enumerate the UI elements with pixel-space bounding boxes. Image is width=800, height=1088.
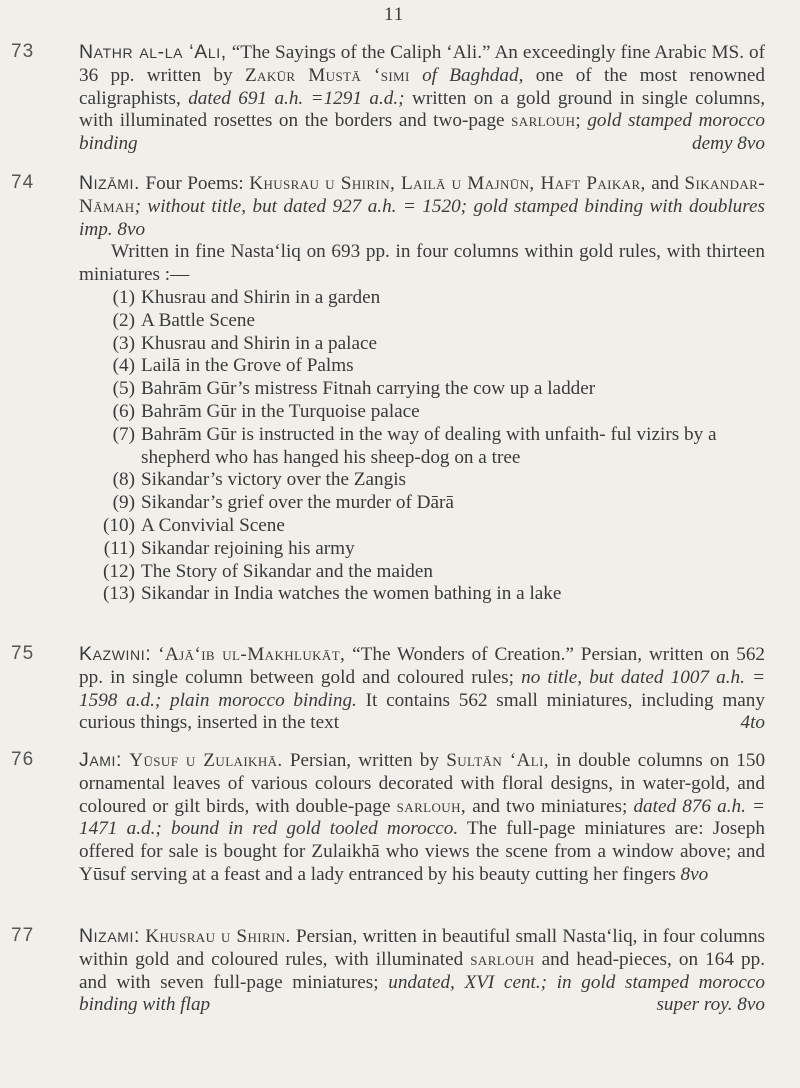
entry-binding: ; without title, but dated 927 a.h. = 1520; gold stamped binding with doublures [134, 195, 765, 217]
entry-desc: one of the most renowned caligraphists, [79, 64, 766, 109]
entry-desc: Persian, written by [289, 750, 439, 771]
entry-desc: Written in fine Nasta‘liq on 693 pp. in four columns within gold rules, with thirteen miniatures :— [79, 241, 765, 286]
scribe-name: Zakūr Mustā ‘simi [244, 64, 410, 86]
entry-number: 73 [11, 41, 35, 62]
entry-number: 76 [11, 749, 35, 770]
entry-title: ‘Ajā‘ib ul-Makhlukāt, [158, 644, 346, 665]
entry-date: dated 691 a.h. =1291 a.d.; [188, 87, 405, 109]
entry-date: no title, but dated 1007 a.h. = 1598 a.d.; plain morocco binding. [79, 666, 766, 711]
list-item: (5) Bahrām Gūr’s mistress Fitnah carrying the cow up a ladder [112, 378, 596, 400]
entry-desc: Persian, written on 562 pp. in single column between gold and coloured rules; [79, 644, 766, 688]
entry-number: 74 [11, 172, 35, 193]
entry-text [79, 172, 765, 606]
entry-heading: Nizami: [79, 925, 141, 947]
entry-number: 77 [11, 925, 35, 946]
page-number: 11 [384, 4, 405, 25]
sarlouh-term: sarlouh, [396, 795, 467, 817]
entry-heading: Kazwini: [79, 643, 152, 665]
list-item: (7) Bahrām Gūr is instructed in the way of dealing with unfaith- ful vizirs by a shepherd who has hanged his sheep-dog on a tree [112, 423, 717, 468]
entry-desc: and [651, 173, 679, 194]
list-item: (8) Sikandar’s victory over the Zangis [112, 469, 407, 491]
poem-title: Sikandar-Nāmah [79, 173, 766, 217]
list-item: (3) Khusrau and Shirin in a palace [112, 332, 378, 354]
entry-date: undated, XVI cent.; in gold stamped morocco binding with flap [79, 971, 765, 1016]
entry-desc: The full-page miniatures are: Joseph offered for sale is bought for Zulaikhā who views the scene from a window above; and Yūsuf serving at a feast and a lady entranced by his beauty cutting her fingers [79, 818, 765, 885]
entry-desc: of Baghdad, [422, 64, 524, 86]
list-item: (4) Lailā in the Grove of Palms [112, 355, 354, 377]
entry-format: 8vo [680, 863, 709, 885]
list-item: (11) Sikandar rejoining his army [103, 537, 355, 559]
entry-format: imp. 8vo [79, 218, 146, 240]
entry-text [79, 643, 765, 735]
list-item: (13) Sikandar in India watches the women bathing in a lake [103, 583, 562, 605]
sarlouh-term: sarlouh [511, 110, 576, 132]
entry-format: super roy. 8vo [656, 994, 765, 1016]
list-item: (9) Sikandar’s grief over the murder of Dārā [112, 492, 454, 514]
entry-heading: Nizāmi. [79, 172, 141, 194]
entry-format: demy 8vo [692, 133, 765, 155]
scribe-name: Sultān ‘Ali, [446, 750, 550, 771]
entry-title-translation: “The Wonders of Creation.” [352, 644, 574, 665]
poem-titles: Khusrau u Shirin, Lailā u Majnūn, Haft Paikar, [249, 173, 646, 194]
entry-heading: Jami: [79, 749, 123, 771]
entry-desc: in double columns on 150 ornamental leaves of various colours decorated with floral designs, in water-gold, and coloured or gilt birds, with double-page [79, 750, 766, 817]
entry-desc: An exceedingly fine Arabic MS. of 36 pp. written by [79, 42, 765, 86]
entry-number: 75 [11, 643, 35, 664]
entry-heading: Nathr al-la ‘Ali, [79, 41, 227, 63]
entry-title: Khusrau u Shirin. [145, 926, 291, 947]
miniatures-list [79, 287, 765, 606]
sarlouh-term: sarlouh [470, 948, 535, 970]
entry-desc: written on a gold ground in single columns, with illuminated rosettes on the borders and two-page [79, 87, 766, 132]
entry-date: dated 876 a.h. = 1471 a.d.; bound in red gold tooled morocco. [79, 795, 765, 840]
list-item: (2) A Battle Scene [112, 309, 256, 331]
list-item: (12) The Story of Sikandar and the maiden [103, 560, 434, 582]
entry-title: “The Sayings of the Caliph ‘Ali.” [231, 42, 491, 63]
list-item: (6) Bahrām Gūr in the Turquoise palace [112, 400, 420, 422]
entry-binding: gold stamped morocco binding [79, 110, 765, 155]
entry-text [79, 925, 765, 1017]
entry-desc: Four Poems: [145, 173, 244, 194]
entry-text [79, 749, 765, 887]
entry-desc: Persian, written in beautiful small Nasta‘liq, in four columns within gold and coloured rules, with illuminated [79, 926, 766, 970]
entry-desc: and two miniatures; [472, 795, 628, 817]
list-item: (1) Khusrau and Shirin in a garden [112, 286, 381, 308]
list-item: (10) A Convivial Scene [103, 514, 285, 536]
entry-desc: It contains 562 small miniatures, including many curious things, inserted in the text [79, 689, 765, 734]
entry-desc: and head-pieces, on 164 pp. and with seven full-page miniatures; [79, 948, 766, 993]
entry-title: Yūsuf u Zulaikhā. [129, 750, 283, 771]
entry-text: Nathr al-la ‘Ali, “The Sayings of the Caliph ‘Ali.” An exceedingly fine Arabic MS. of 36 pp. written by Zakūr Mustā ‘simi of Baghdad, one of the most renowned caligraphists, dated 691 a.h. =1291 a.d.; written on a gold ground in single columns, with illuminated rosettes on the borders and two-page sarlouh; gold stamped morocco binding demy 8vo [79, 41, 766, 155]
entry-format: 4to [740, 712, 765, 734]
